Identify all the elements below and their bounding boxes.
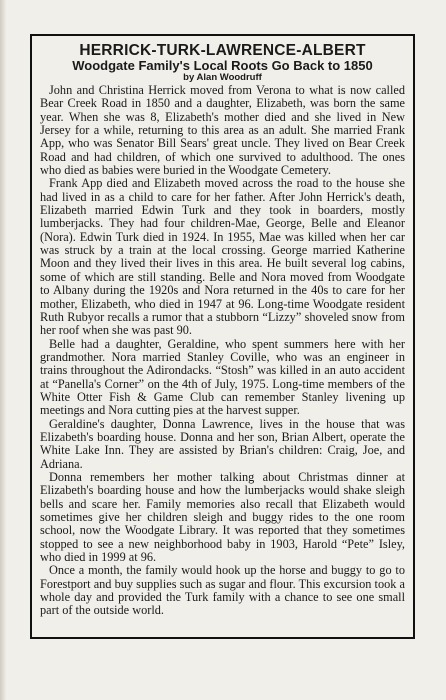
paragraph-2: Frank App died and Elizabeth moved across the road to the house she had lived in as a child to care for her father. After John Herrick's death, Elizabeth married Edwin Turk and they took in boarders, mostly lumberjacks. They had four children-Mae, George, Belle and Eleanor (Nora). Edwin Turk died in 1924. In 1955, Mae was killed when her car was struck by a train at the local crossing. George married Katherine Moon and they lived their lives in this area. He built several log cabins, some of which are still standing. Belle and Nora moved from Woodgate to Albany during the 1920s and Nora returned in the 40s to care for her mother, Elizabeth, who died in 1947 at 96. Long-time Woodgate resident Ruth Rubyor recalls a rumor that a stubborn “Lizzy” shoveled snow from her roof when she was past 90. bbox=[40, 176, 405, 338]
article-byline: by Alan Woodruff bbox=[183, 72, 262, 83]
article-subtitle: Woodgate Family's Local Roots Go Back to 1850 bbox=[72, 58, 373, 73]
paragraph-1: John and Christina Herrick moved from Verona to what is now called Bear Creek Road in 1850 and a daughter, Elizabeth, was born the same year. When she was 8, Elizabeth's mother died and she lived in New Jersey for a while, returning to this area as an adult. She married Frank App, who was Senator Bill Sears' great uncle. They lived on Bear Creek Road and had children, of which one survived to adulthood. The ones who died as babies were buried in the Woodgate Cemetery. bbox=[40, 83, 405, 178]
article-body bbox=[40, 84, 405, 618]
article-frame bbox=[30, 34, 415, 639]
paragraph-3: Belle had a daughter, Geraldine, who spent summers here with her grandmother. Nora married Stanley Coville, who was an engineer in trains throughout the Adirondacks. “Stosh” was killed in an auto accident at “Panella's Corner” on the 4th of July, 1975. Long-time members of the White Otter Fish & Game Club can remember Stanley livening up meetings and Nora cutting pies at the harvest supper. bbox=[40, 336, 405, 418]
paragraph-4: Geraldine's daughter, Donna Lawrence, lives in the house that was Elizabeth's boarding house. Donna and her son, Brian Albert, operate the White Lake Inn. They are assisted by Brian's children: Craig, Joe, and Adriana. bbox=[40, 416, 405, 471]
article-title: HERRICK-TURK-LAWRENCE-ALBERT bbox=[79, 42, 366, 59]
page-binding-edge bbox=[0, 0, 6, 700]
paragraph-6: Once a month, the family would hook up the horse and buggy to go to Forestport and buy supplies such as sugar and flour. This excursion took a whole day and provided the Turk family with a chance to see one small part of the outside world. bbox=[40, 563, 405, 618]
paragraph-5: Donna remembers her mother talking about Christmas dinner at Elizabeth's boarding house and how the lumberjacks would shake sleigh bells and scare her. Family memories also recall that Elizabeth would sometimes give her children sleigh and buggy rides to the one room school, now the Woodgate Library. It was reported that they sometimes stopped to see a new neighborhood baby in 1903, Harold “Pete” Isley, who died in 1999 at 96. bbox=[40, 469, 405, 565]
